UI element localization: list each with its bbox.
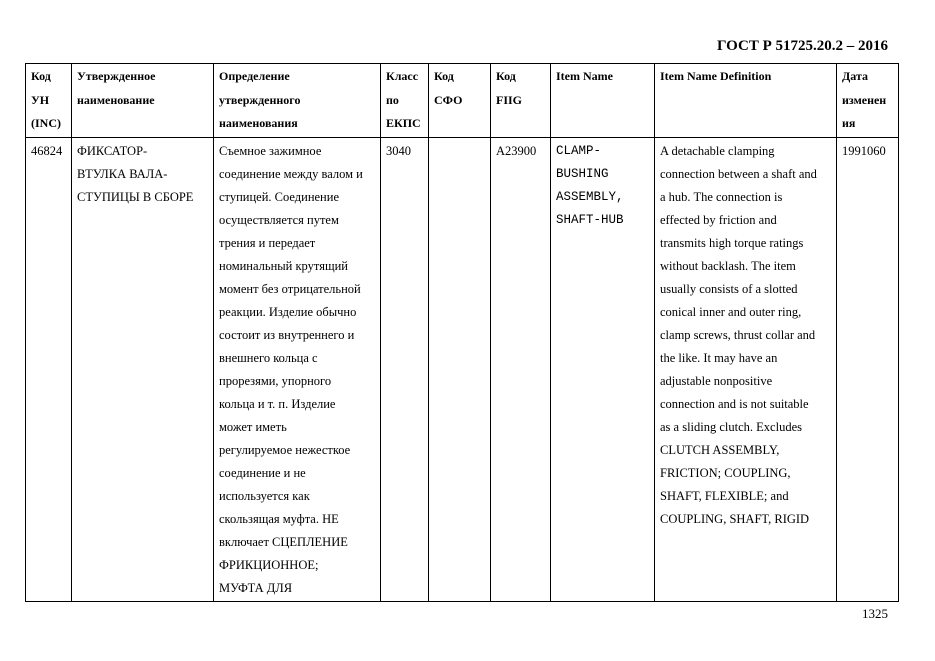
catalog-table [25,63,899,602]
header-fiig-code: Код FIIG [491,64,551,138]
cell-item-name: CLAMP- BUSHING ASSEMBLY, SHAFT-HUB [551,137,655,601]
cell-change-date: 1991060 [837,137,899,601]
table-header-row [26,64,899,138]
header-approved-name-definition: Определение утвержденного наименования [214,64,381,138]
header-change-date: Дата изменен ия [837,64,899,138]
cell-fiig: A23900 [491,137,551,601]
cell-item-name-definition: A detachable clamping connection between a shaft and a hub. The connection is effected by friction and transmits high torque ratings without backlash. The item usually consists of a slotted conical inner and outer ring, clamp screws, thrust collar and the like. It may have an adjustable nonpositive connection and is not suitable as a sliding clutch. Excludes CLUTCH ASSEMBLY, FRICTION; COUPLING, SHAFT, FLEXIBLE; and COUPLING, SHAFT, RIGID [655,137,837,601]
cell-definition-ru: Съемное зажимное соединение между валом и ступицей. Соединение осуществляется путем трения и передает номинальный крутящий момент без отрицательной реакции. Изделие обычно состоит из внутреннего и внешнего кольца с прорезями, упорного кольца и т. п. Изделие может иметь регулируемое нежесткое соединение и не используется как скользящая муфта. НЕ включает СЦЕПЛЕНИЕ ФРИКЦИОННОЕ; МУФТА ДЛЯ [214,137,381,601]
header-inc-code: Код УН (INC) [26,64,72,138]
document-standard-header: ГОСТ Р 51725.20.2 – 2016 [716,38,888,54]
header-sfo-code: Код СФО [429,64,491,138]
header-item-name: Item Name [551,64,655,138]
cell-approved-name: ФИКСАТОР- ВТУЛКА ВАЛА- СТУПИЦЫ В СБОРЕ [72,137,214,601]
cell-class: 3040 [381,137,429,601]
cell-inc: 46824 [26,137,72,601]
header-item-name-definition: Item Name Definition [655,64,837,138]
header-approved-name: Утвержденное наименование [72,64,214,138]
header-ekps-class: Класс по ЕКПС [381,64,429,138]
cell-sfo-code [429,137,491,601]
table-row [26,137,899,601]
page-number: 1325 [862,606,888,621]
